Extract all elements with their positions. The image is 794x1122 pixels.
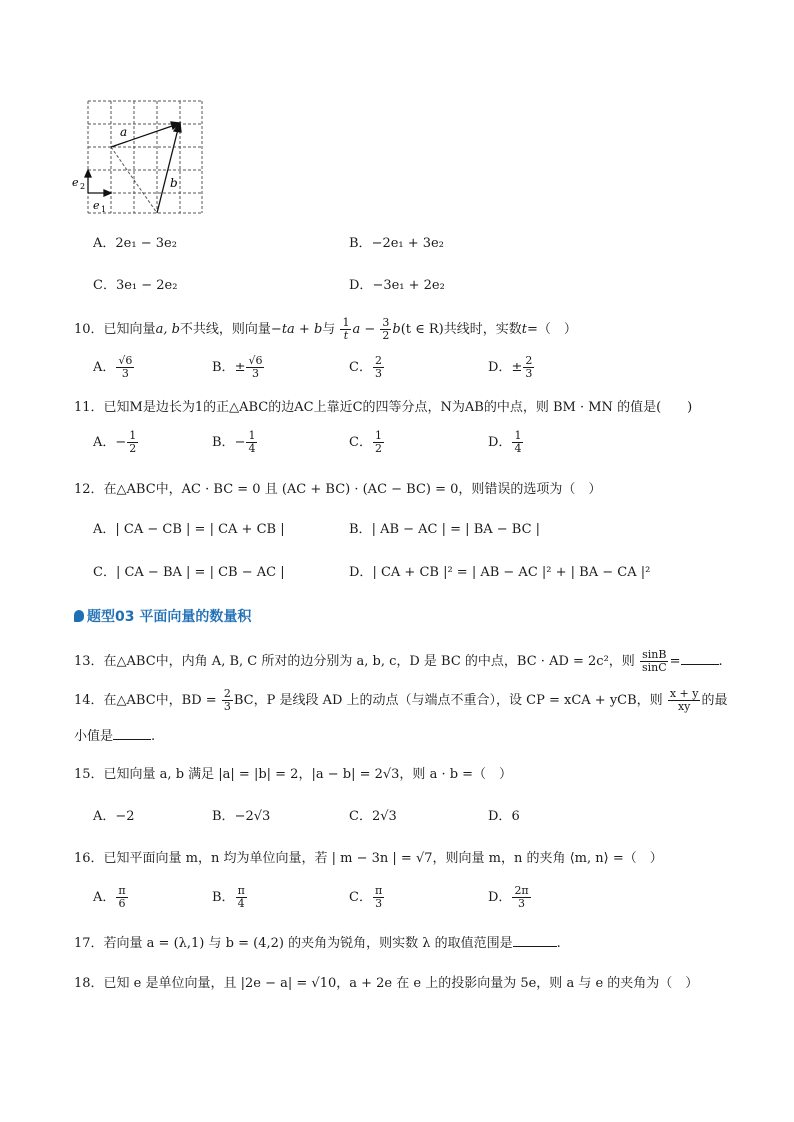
label-e1: e <box>93 199 100 212</box>
label-b: b <box>170 176 178 190</box>
grid-diagram <box>70 96 210 220</box>
q10-frac-3-over-2: $\frac{3}{2}$ <box>382 316 390 342</box>
q15-option-b[interactable]: B．−2√3 <box>212 809 271 824</box>
vector-b <box>157 129 178 213</box>
q14-answer-blank[interactable] <box>113 739 151 740</box>
q9-option-b[interactable]: B．−2e₁ + 3e₂ <box>349 236 444 251</box>
q13-answer-blank[interactable] <box>681 664 719 665</box>
q9-option-a[interactable]: A．2e₁ − 3e₂ <box>93 236 177 251</box>
q11-option-a[interactable]: A．− $\frac{1}{2}$ <box>93 429 137 455</box>
q12-option-d[interactable]: D．| CA + CB |² = | AB − AC |² + | BA − CA |² <box>349 565 651 580</box>
label-e2: e <box>72 176 79 189</box>
q16-option-d[interactable]: D． $\frac{2\pi}{3}$ <box>488 884 529 910</box>
q10-option-a[interactable]: A． $\frac{√6}{3}$ <box>93 354 133 380</box>
q15-option-d[interactable]: D．6 <box>488 809 520 824</box>
q12-option-c[interactable]: C．| CA − BA | = | CB − AC | <box>93 565 285 580</box>
q16-option-b[interactable]: B． $\frac{\pi}{4}$ <box>212 884 245 910</box>
q9-option-c[interactable]: C．3e₁ − 2e₂ <box>93 278 178 293</box>
q16-stem: 16．已知平面向量 m，n 均为单位向量，若 | m − 3n | = √7，则向量 m，n 的夹角 ⟨m, n⟩ =（ ） <box>74 851 663 866</box>
q10-stem: 10．已知向量a, b不共线，则向量−ta + b与 $\frac{1}{t}$ a − $\frac{3}{2}$ b(t ∈ R)共线时，实数t=（ ） <box>74 316 577 342</box>
label-a: a <box>120 125 128 139</box>
q10-option-d[interactable]: D．± $\frac{2}{3}$ <box>488 354 533 380</box>
q18-stem: 18．已知 e 是单位向量，且 |2e − a| = √10，a + 2e 在 e 上的投影向量为 5e，则 a 与 e 的夹角为（ ） <box>74 976 699 991</box>
q16-option-a[interactable]: A． $\frac{\pi}{6}$ <box>93 884 126 910</box>
label-e2-sub: 2 <box>80 182 86 191</box>
q11-option-b[interactable]: B．− $\frac{1}{4}$ <box>212 429 256 455</box>
q13-stem: 13．在△ABC中，内角 A, B, C 所对的边分别为 a, b, c，D 是 BC 的中点，BC · AD = 2c²，则 $\frac{\sin B}{\sin C}$ = . <box>74 648 723 674</box>
q10-option-c[interactable]: C． $\frac{2}{3}$ <box>349 354 382 380</box>
q14-line2: 小值是 . <box>74 729 156 744</box>
q12-option-a[interactable]: A．| CA − CB | = | CA + CB | <box>93 522 285 537</box>
q15-option-c[interactable]: C．2√3 <box>349 809 397 824</box>
q16-option-c[interactable]: C． $\frac{\pi}{3}$ <box>349 884 383 910</box>
q11-stem: 11．已知M是边长为1的正△ABC的边AC上靠近C的四等分点，N为AB的中点，则 BM · MN 的值是( ) <box>74 400 693 415</box>
q10-option-b[interactable]: B．± $\frac{√6}{3}$ <box>212 354 263 380</box>
q12-stem: 12．在△ABC中，AC · BC = 0 且 (AC + BC) · (AC − BC) = 0，则错误的选项为（ ） <box>74 482 602 497</box>
q10-frac-1-over-t: $\frac{1}{t}$ <box>342 316 350 342</box>
section-marker-icon <box>74 610 84 622</box>
q11-option-d[interactable]: D． $\frac{1}{4}$ <box>488 429 522 455</box>
label-e1-sub: 1 <box>101 205 107 214</box>
q14-stem: 14．在△ABC中，BD = $\frac{2}{3}$ BC，P 是线段 AD 上的动点（与端点不重合），设 CP = xCA + yCB，则 $\frac{x + y}{xy}$ 的最 <box>74 687 728 713</box>
q15-option-a[interactable]: A．−2 <box>93 809 135 824</box>
vector-grid-figure <box>70 96 210 220</box>
q15-stem: 15．已知向量 a, b 满足 |a| = |b| = 2，|a − b| = 2√3，则 a · b =（ ） <box>74 767 513 782</box>
q17-answer-blank[interactable] <box>513 946 557 947</box>
q11-option-c[interactable]: C． $\frac{1}{2}$ <box>349 429 382 455</box>
q17-stem: 17．若向量 a = (λ,1) 与 b = (4,2) 的夹角为锐角，则实数 λ 的取值范围是 . <box>74 936 561 951</box>
q12-option-b[interactable]: B．| AB − AC | = | BA − BC | <box>349 522 541 537</box>
q9-option-d[interactable]: D．−3e₁ + 2e₂ <box>349 278 445 293</box>
section-header: 题型03 平面向量的数量积 <box>74 606 251 626</box>
